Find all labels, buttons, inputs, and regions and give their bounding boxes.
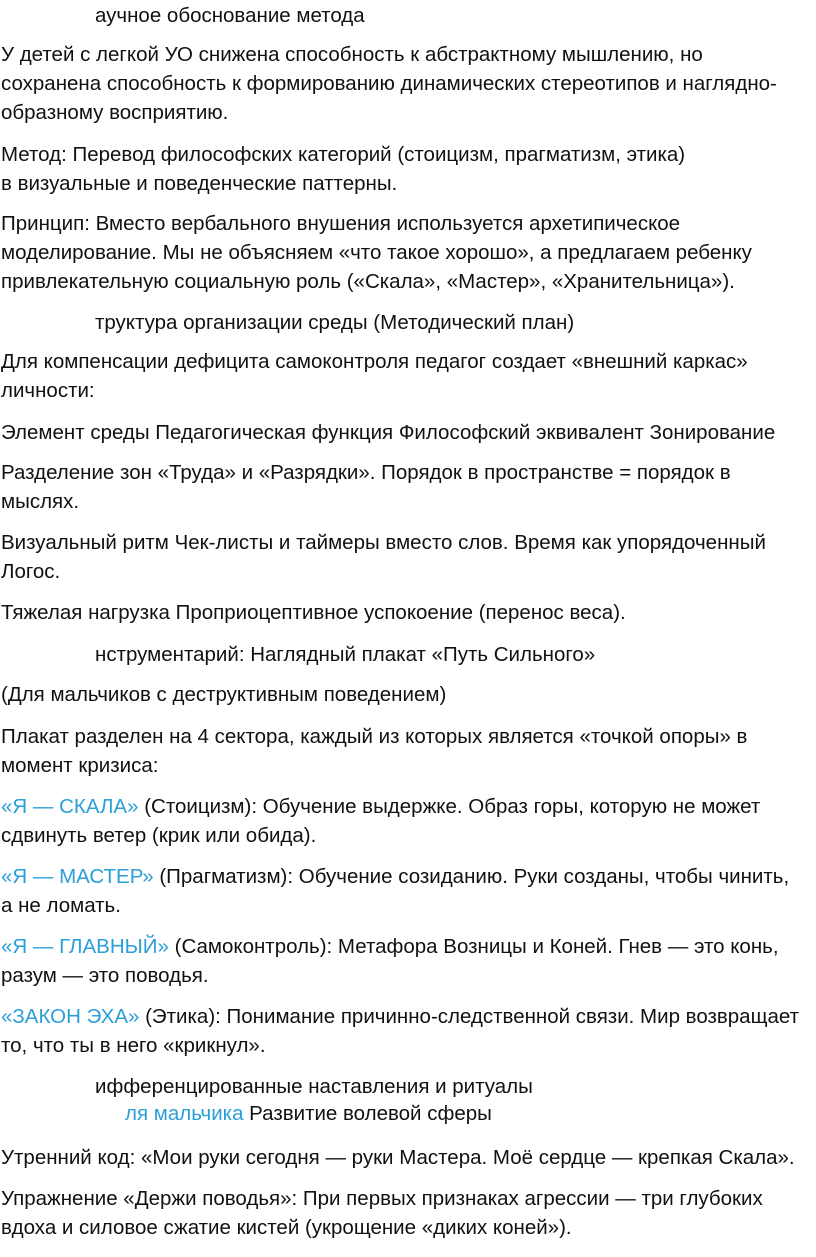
sector-text: (Этика): Понимание причинно-следственной связи. Мир возвращает — [139, 1005, 799, 1028]
paragraph-line: Упражнение «Держи поводья»: При первых признаках агрессии — три глубоких — [1, 1187, 763, 1210]
paragraph-line: сдвинуть ветер (крик или обида). — [1, 824, 317, 847]
paragraph-line: момент кризиса: — [1, 754, 159, 777]
sector-item-echo — [1, 1007, 799, 1028]
sector-item-rock — [1, 797, 760, 818]
paragraph-line: разум — это поводья. — [1, 964, 209, 987]
sector-text: (Прагматизм): Обучение созиданию. Руки созданы, чтобы чинить, — [153, 865, 790, 888]
paragraph-line: Метод: Перевод философских категорий (стоицизм, прагматизм, этика) — [1, 143, 686, 166]
sector-text: (Самоконтроль): Метафора Возницы и Коней. Гнев — это конь, — [168, 935, 779, 958]
paragraph-line: (Для мальчиков с деструктивным поведением) — [1, 683, 447, 706]
paragraph-line: моделирование. Мы не объясняем «что такое хорошо», а предлагаем ребенку — [1, 241, 752, 264]
paragraph-line: Логос. — [1, 560, 61, 583]
sector-item-main — [1, 937, 779, 958]
paragraph-line: Тяжелая нагрузка Проприоцептивное успокоение (перенос веса). — [1, 601, 626, 624]
paragraph-line: Элемент среды Педагогическая функция Философский эквивалент Зонирование — [1, 421, 776, 444]
paragraph-line: У детей с легкой УО снижена способность к абстрактному мышлению, но — [1, 43, 703, 66]
sector-key-master: «Я — МАСТЕР» — [1, 865, 154, 888]
sector-text: (Стоицизм): Обучение выдержке. Образ горы, которую не может — [138, 795, 761, 818]
subheading-boy — [125, 1104, 492, 1125]
paragraph-line: Плакат разделен на 4 сектора, каждый из которых является «точкой опоры» в — [1, 725, 748, 748]
paragraph-line: то, что ты в него «крикнул». — [1, 1034, 266, 1057]
section-heading-environment: труктура организации среды (Методический план) — [95, 311, 575, 334]
subheading-key: ля мальчика — [125, 1102, 244, 1125]
paragraph-line: сохранена способность к формированию динамических стереотипов и наглядно- — [1, 72, 777, 95]
paragraph-line: Визуальный ритм Чек-листы и таймеры вместо слов. Время как упорядоченный — [1, 531, 766, 554]
paragraph-line: Для компенсации дефицита самоконтроля педагог создает «внешний каркас» — [1, 350, 748, 373]
section-heading-scientific-basis: аучное обоснование метода — [95, 4, 365, 27]
sector-key-rock: «Я — СКАЛА» — [1, 795, 139, 818]
paragraph-line: мыслях. — [1, 490, 80, 513]
sector-key-echo: «ЗАКОН ЭХА» — [1, 1005, 140, 1028]
paragraph-line: Утренний код: «Мои руки сегодня — руки Мастера. Моё сердце — крепкая Скала». — [1, 1146, 795, 1169]
subheading-text: Развитие волевой сферы — [243, 1102, 492, 1125]
sector-item-master — [1, 867, 789, 888]
paragraph-line: в визуальные и поведенческие паттерны. — [1, 172, 398, 195]
section-heading-tools: нструментарий: Наглядный плакат «Путь Сильного» — [95, 643, 596, 666]
paragraph-line: а не ломать. — [1, 894, 121, 917]
paragraph-line: образному восприятию. — [1, 101, 229, 124]
paragraph-line: Принцип: Вместо вербального внушения используется архетипическое — [1, 212, 681, 235]
section-heading-rituals: ифференцированные наставления и ритуалы — [95, 1075, 533, 1098]
paragraph-line: вдоха и силовое сжатие кистей (укрощение «диких коней»). — [1, 1216, 572, 1239]
sector-key-main: «Я — ГЛАВНЫЙ» — [1, 935, 169, 958]
paragraph-line: Разделение зон «Труда» и «Разрядки». Порядок в пространстве = порядок в — [1, 461, 731, 484]
paragraph-line: привлекательную социальную роль («Скала», «Мастер», «Хранительница»). — [1, 270, 735, 293]
paragraph-line: личности: — [1, 379, 95, 402]
